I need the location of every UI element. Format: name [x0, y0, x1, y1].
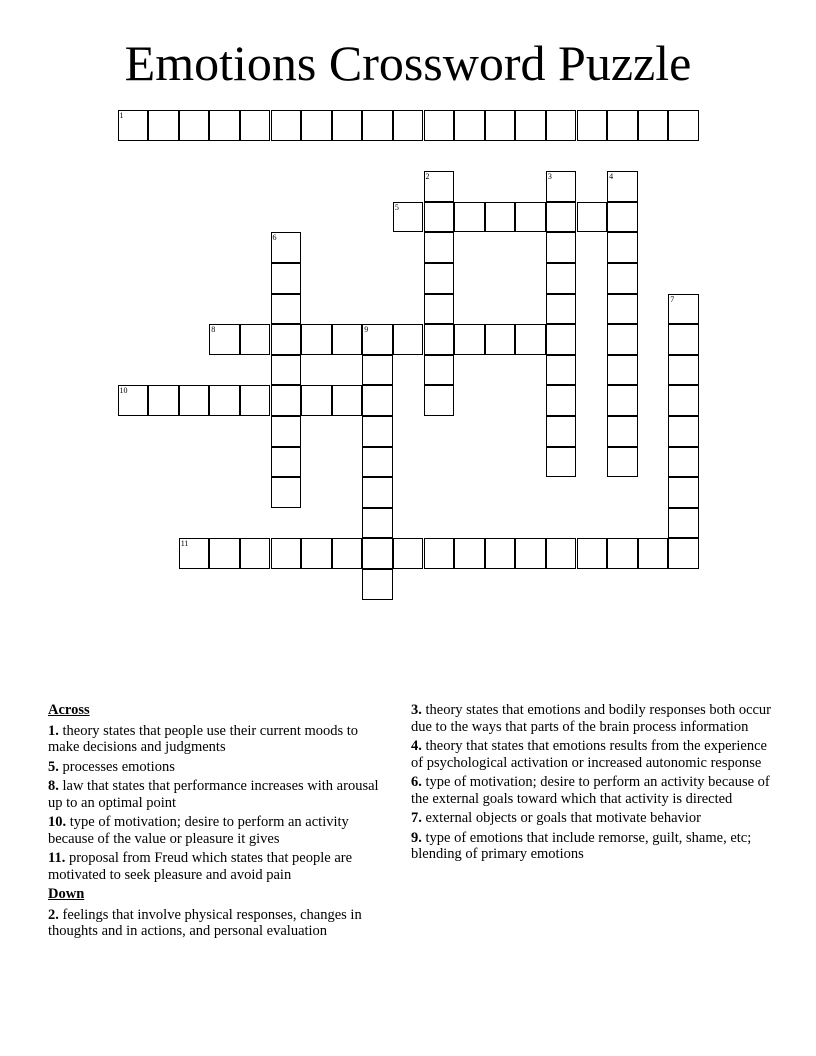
crossword-cell[interactable]: [515, 110, 546, 141]
clue-down-4: [411, 738, 776, 771]
cell-number: 8: [211, 325, 216, 335]
crossword-cell[interactable]: [515, 202, 546, 233]
crossword-cell[interactable]: [393, 202, 424, 233]
crossword-cell[interactable]: [546, 355, 577, 386]
crossword-cell[interactable]: [424, 385, 455, 416]
crossword-cell[interactable]: [607, 416, 638, 447]
crossword-cell[interactable]: [485, 202, 516, 233]
crossword-cell[interactable]: [546, 171, 577, 202]
clue-text: type of motivation; desire to perform an activity because of the value or pleasure it gives: [48, 814, 349, 847]
crossword-cell[interactable]: [271, 477, 302, 508]
clue-number: 5.: [48, 758, 59, 775]
clue-across-10: [48, 814, 393, 847]
crossword-cell[interactable]: [240, 110, 271, 141]
crossword-cell[interactable]: [393, 110, 424, 141]
clue-number: 6.: [411, 774, 422, 790]
clue-across-5: [48, 759, 393, 776]
crossword-cell[interactable]: [668, 477, 699, 508]
cell-number: 4: [609, 172, 614, 182]
clue-number: 2.: [48, 906, 59, 923]
crossword-cell[interactable]: [668, 538, 699, 569]
crossword-cell[interactable]: [454, 324, 485, 355]
crossword-cell[interactable]: [638, 538, 669, 569]
crossword-cell[interactable]: [209, 385, 240, 416]
crossword-cell[interactable]: [271, 110, 302, 141]
crossword-cell[interactable]: [668, 385, 699, 416]
crossword-cell[interactable]: [546, 447, 577, 478]
crossword-cell[interactable]: [546, 263, 577, 294]
clue-down-3: [411, 702, 776, 735]
crossword-cell[interactable]: [393, 324, 424, 355]
crossword-cell[interactable]: [424, 294, 455, 325]
crossword-cell[interactable]: [607, 447, 638, 478]
crossword-cell[interactable]: [607, 538, 638, 569]
clue-text: external objects or goals that motivate behavior: [425, 810, 701, 826]
crossword-cell[interactable]: [546, 538, 577, 569]
crossword-cell[interactable]: [546, 232, 577, 263]
crossword-cell[interactable]: [668, 355, 699, 386]
crossword-cell[interactable]: [362, 385, 393, 416]
cell-number: 3: [547, 172, 552, 182]
crossword-cell[interactable]: [668, 416, 699, 447]
crossword-cell[interactable]: [301, 324, 332, 355]
clue-number: 1.: [48, 722, 59, 739]
clue-text: law that states that performance increases with arousal up to an optimal point: [48, 778, 379, 811]
crossword-cell[interactable]: [271, 232, 302, 263]
crossword-cell[interactable]: [362, 569, 393, 600]
crossword-cell[interactable]: [424, 263, 455, 294]
crossword-cell[interactable]: [668, 508, 699, 539]
crossword-cell[interactable]: [118, 110, 149, 141]
clue-number: 4.: [411, 738, 422, 754]
crossword-cell[interactable]: [607, 324, 638, 355]
crossword-cell[interactable]: [362, 538, 393, 569]
crossword-cell[interactable]: [424, 538, 455, 569]
crossword-cell[interactable]: [301, 385, 332, 416]
crossword-cell[interactable]: [546, 416, 577, 447]
crossword-cell[interactable]: [638, 110, 669, 141]
cell-number: 2: [425, 172, 430, 182]
clue-text: theory states that emotions and bodily responses both occur due to the ways that parts of the brain process information: [411, 702, 772, 735]
crossword-cell[interactable]: [668, 447, 699, 478]
crossword-cell[interactable]: [546, 294, 577, 325]
clue-down-7: [411, 810, 776, 827]
crossword-cell[interactable]: [454, 110, 485, 141]
crossword-cell[interactable]: [271, 355, 302, 386]
clue-across-8: [48, 778, 393, 811]
crossword-cell[interactable]: [607, 294, 638, 325]
clue-number: 7.: [411, 810, 422, 826]
page-title: Emotions Crossword Puzzle: [124, 35, 692, 91]
crossword-cell[interactable]: [240, 385, 271, 416]
clue-across-1: [48, 723, 393, 756]
crossword-cell[interactable]: [515, 324, 546, 355]
clue-number: 3.: [411, 702, 422, 718]
crossword-cell[interactable]: [271, 538, 302, 569]
crossword-cell[interactable]: [454, 538, 485, 569]
crossword-cell[interactable]: [393, 538, 424, 569]
crossword-cell[interactable]: [271, 416, 302, 447]
crossword-cell[interactable]: [362, 477, 393, 508]
crossword-cell[interactable]: [179, 385, 210, 416]
clue-text: theory states that people use their current moods to make decisions and judgments: [48, 722, 359, 755]
crossword-cell[interactable]: [485, 324, 516, 355]
crossword-cell[interactable]: [515, 538, 546, 569]
crossword-cell[interactable]: [271, 385, 302, 416]
crossword-cell[interactable]: [179, 110, 210, 141]
crossword-cell[interactable]: [607, 263, 638, 294]
crossword-cell[interactable]: [424, 355, 455, 386]
crossword-cell[interactable]: [148, 110, 179, 141]
crossword-cell[interactable]: [454, 202, 485, 233]
crossword-cell[interactable]: [577, 110, 608, 141]
clue-text: type of motivation; desire to perform an activity because of the external goals toward which that activity is directed: [411, 774, 770, 807]
crossword-cell[interactable]: [118, 385, 149, 416]
clue-text: theory that states that emotions results from the experience of psychological activation or increased autonomic response: [411, 738, 767, 771]
crossword-cell[interactable]: [209, 324, 240, 355]
crossword-cell[interactable]: [209, 538, 240, 569]
crossword-cell[interactable]: [546, 385, 577, 416]
clue-across-11: [48, 850, 393, 883]
crossword-cell[interactable]: [424, 202, 455, 233]
crossword-cell[interactable]: [179, 538, 210, 569]
crossword-cell[interactable]: [332, 538, 363, 569]
cell-number: 5: [394, 202, 399, 212]
across-heading: Across: [48, 702, 90, 718]
cell-number: 10: [119, 386, 128, 396]
crossword-cell[interactable]: [424, 324, 455, 355]
cell-number: 11: [180, 539, 189, 549]
crossword-cell[interactable]: [362, 324, 393, 355]
crossword-cell[interactable]: [668, 294, 699, 325]
clue-number: 10.: [48, 814, 67, 830]
crossword-cell[interactable]: [546, 202, 577, 233]
crossword-cell[interactable]: [362, 508, 393, 539]
clue-number: 11.: [48, 850, 66, 866]
clue-down-9: [411, 830, 776, 863]
crossword-cell[interactable]: [607, 232, 638, 263]
clue-number: 9.: [411, 829, 422, 846]
clue-text: processes emotions: [62, 758, 175, 775]
crossword-cell[interactable]: [485, 110, 516, 141]
clues-right-column: [411, 702, 776, 866]
crossword-cell[interactable]: [240, 324, 271, 355]
crossword-cell[interactable]: [332, 110, 363, 141]
crossword-cell[interactable]: [607, 171, 638, 202]
down-heading: Down: [48, 886, 85, 902]
crossword-cell[interactable]: [424, 232, 455, 263]
crossword-cell[interactable]: [424, 110, 455, 141]
cell-number: 6: [272, 233, 277, 243]
clue-text: proposal from Freud which states that people are motivated to seek pleasure and avoid pain: [48, 850, 353, 883]
crossword-cell[interactable]: [607, 110, 638, 141]
crossword-cell[interactable]: [424, 171, 455, 202]
clue-text: feelings that involve physical responses, changes in thoughts and in actions, and personal evaluation: [48, 906, 362, 939]
clue-down-6: [411, 774, 776, 807]
clue-text: type of emotions that include remorse, guilt, shame, etc; blending of primary emotions: [411, 829, 752, 862]
cell-number: 9: [364, 325, 369, 335]
crossword-cell[interactable]: [607, 202, 638, 233]
crossword-cell[interactable]: [301, 110, 332, 141]
crossword-cell[interactable]: [668, 324, 699, 355]
crossword-cell[interactable]: [362, 110, 393, 141]
crossword-cell[interactable]: [668, 110, 699, 141]
crossword-cell[interactable]: [607, 385, 638, 416]
cell-number: 7: [670, 294, 675, 304]
crossword-cell[interactable]: [332, 324, 363, 355]
crossword-cell[interactable]: [577, 202, 608, 233]
crossword-cell[interactable]: [271, 294, 302, 325]
crossword-cell[interactable]: [546, 110, 577, 141]
clue-number: 8.: [48, 778, 59, 794]
crossword-cell[interactable]: [148, 385, 179, 416]
crossword-cell[interactable]: [301, 538, 332, 569]
crossword-cell[interactable]: [362, 447, 393, 478]
crossword-cell[interactable]: [271, 324, 302, 355]
crossword-cell[interactable]: [209, 110, 240, 141]
cell-number: 1: [119, 111, 124, 120]
crossword-cell[interactable]: [607, 355, 638, 386]
crossword-cell[interactable]: [546, 324, 577, 355]
crossword-cell[interactable]: [271, 447, 302, 478]
crossword-cell[interactable]: [240, 538, 271, 569]
crossword-cell[interactable]: [362, 355, 393, 386]
crossword-cell[interactable]: [332, 385, 363, 416]
clue-down-2: [48, 907, 393, 940]
crossword-cell[interactable]: [362, 416, 393, 447]
crossword-cell[interactable]: [577, 538, 608, 569]
clues-left-column: [48, 702, 393, 943]
crossword-cell[interactable]: [485, 538, 516, 569]
crossword-cell[interactable]: [271, 263, 302, 294]
